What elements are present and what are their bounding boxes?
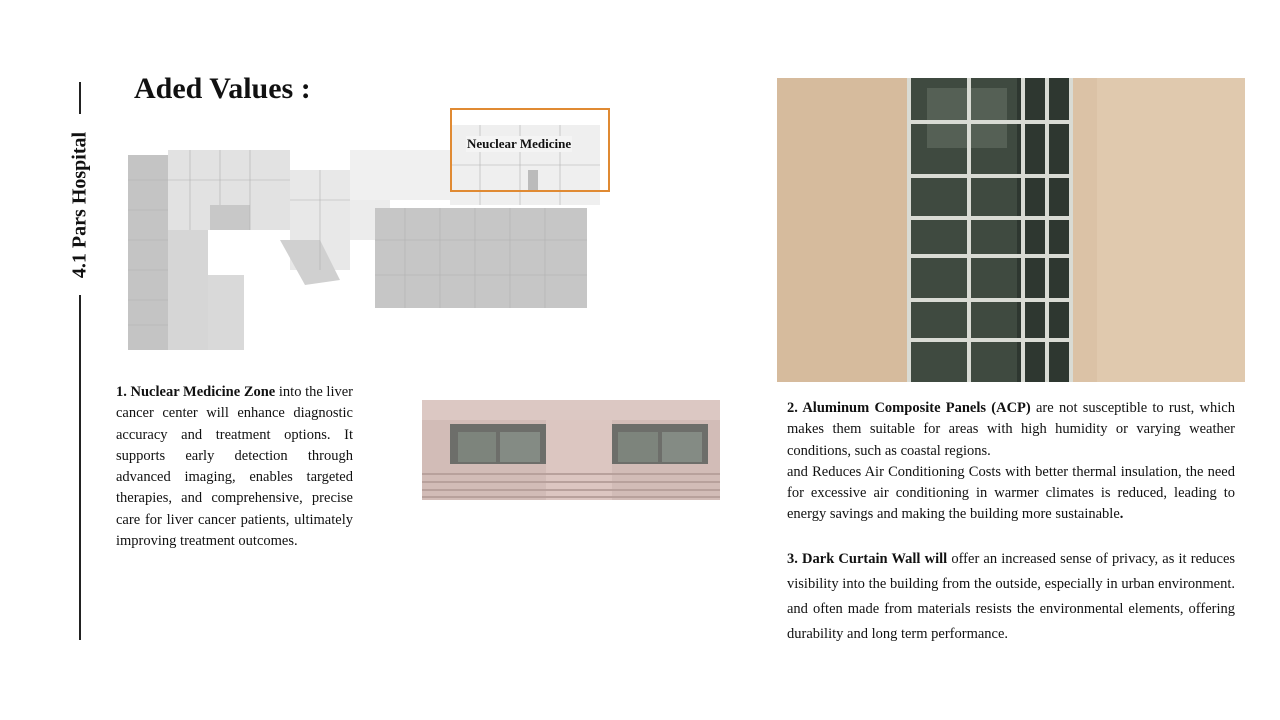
nuclear-medicine-paragraph xyxy=(116,382,353,552)
vertical-divider-bottom xyxy=(79,295,81,640)
nuclear-medicine-label: Neuclear Medicine xyxy=(467,136,572,151)
vertical-divider-top xyxy=(79,82,81,114)
curtain-wall-photo xyxy=(777,78,1245,382)
paragraph-1-heading: 1. Nuclear Medicine Zone xyxy=(116,384,276,400)
paragraph-3-heading-2: will xyxy=(924,550,948,567)
air-conditioning-paragraph xyxy=(787,462,1235,526)
paragraph-3-heading: 3. Dark Curtain Wall xyxy=(787,550,921,567)
section-title: 4.1 Pars Hospital xyxy=(68,131,91,279)
paragraph-2b-end: . xyxy=(1119,506,1124,523)
paragraph-3-text: offer an increased sense of privacy, as it reduces visibility into the building from the outside, especially in urban environment. and often made from materials resists the environmental elements, offering durability and long term performance. xyxy=(787,550,1236,642)
paragraph-1-text: into the liver cancer center will enhance diagnostic accuracy and treatment options. It supports early detection through advanced imaging, enables targeted therapies, and comprehensive, precise care for liver cancer patients, ultimately improving treatment outcomes. xyxy=(116,384,353,550)
paragraph-2-heading: 2. Aluminum Composite Panels (ACP) xyxy=(787,400,1031,416)
paragraph-2-text: are not susceptible to rust, which makes them suitable for areas with high humidity or varying weather conditions, such as coastal regions. xyxy=(787,400,1235,459)
page-title: Aded Values : xyxy=(134,72,311,105)
curtain-wall-paragraph xyxy=(787,547,1235,647)
acp-window-photo xyxy=(422,400,720,500)
paragraph-2b-text: and Reduces Air Conditioning Costs with better thermal insulation, the need for excessive air conditioning in warmer climates is reduced, leading to energy savings and making the building more sustainable xyxy=(787,463,1235,523)
right-text-column xyxy=(787,398,1235,647)
acp-paragraph xyxy=(787,398,1235,462)
